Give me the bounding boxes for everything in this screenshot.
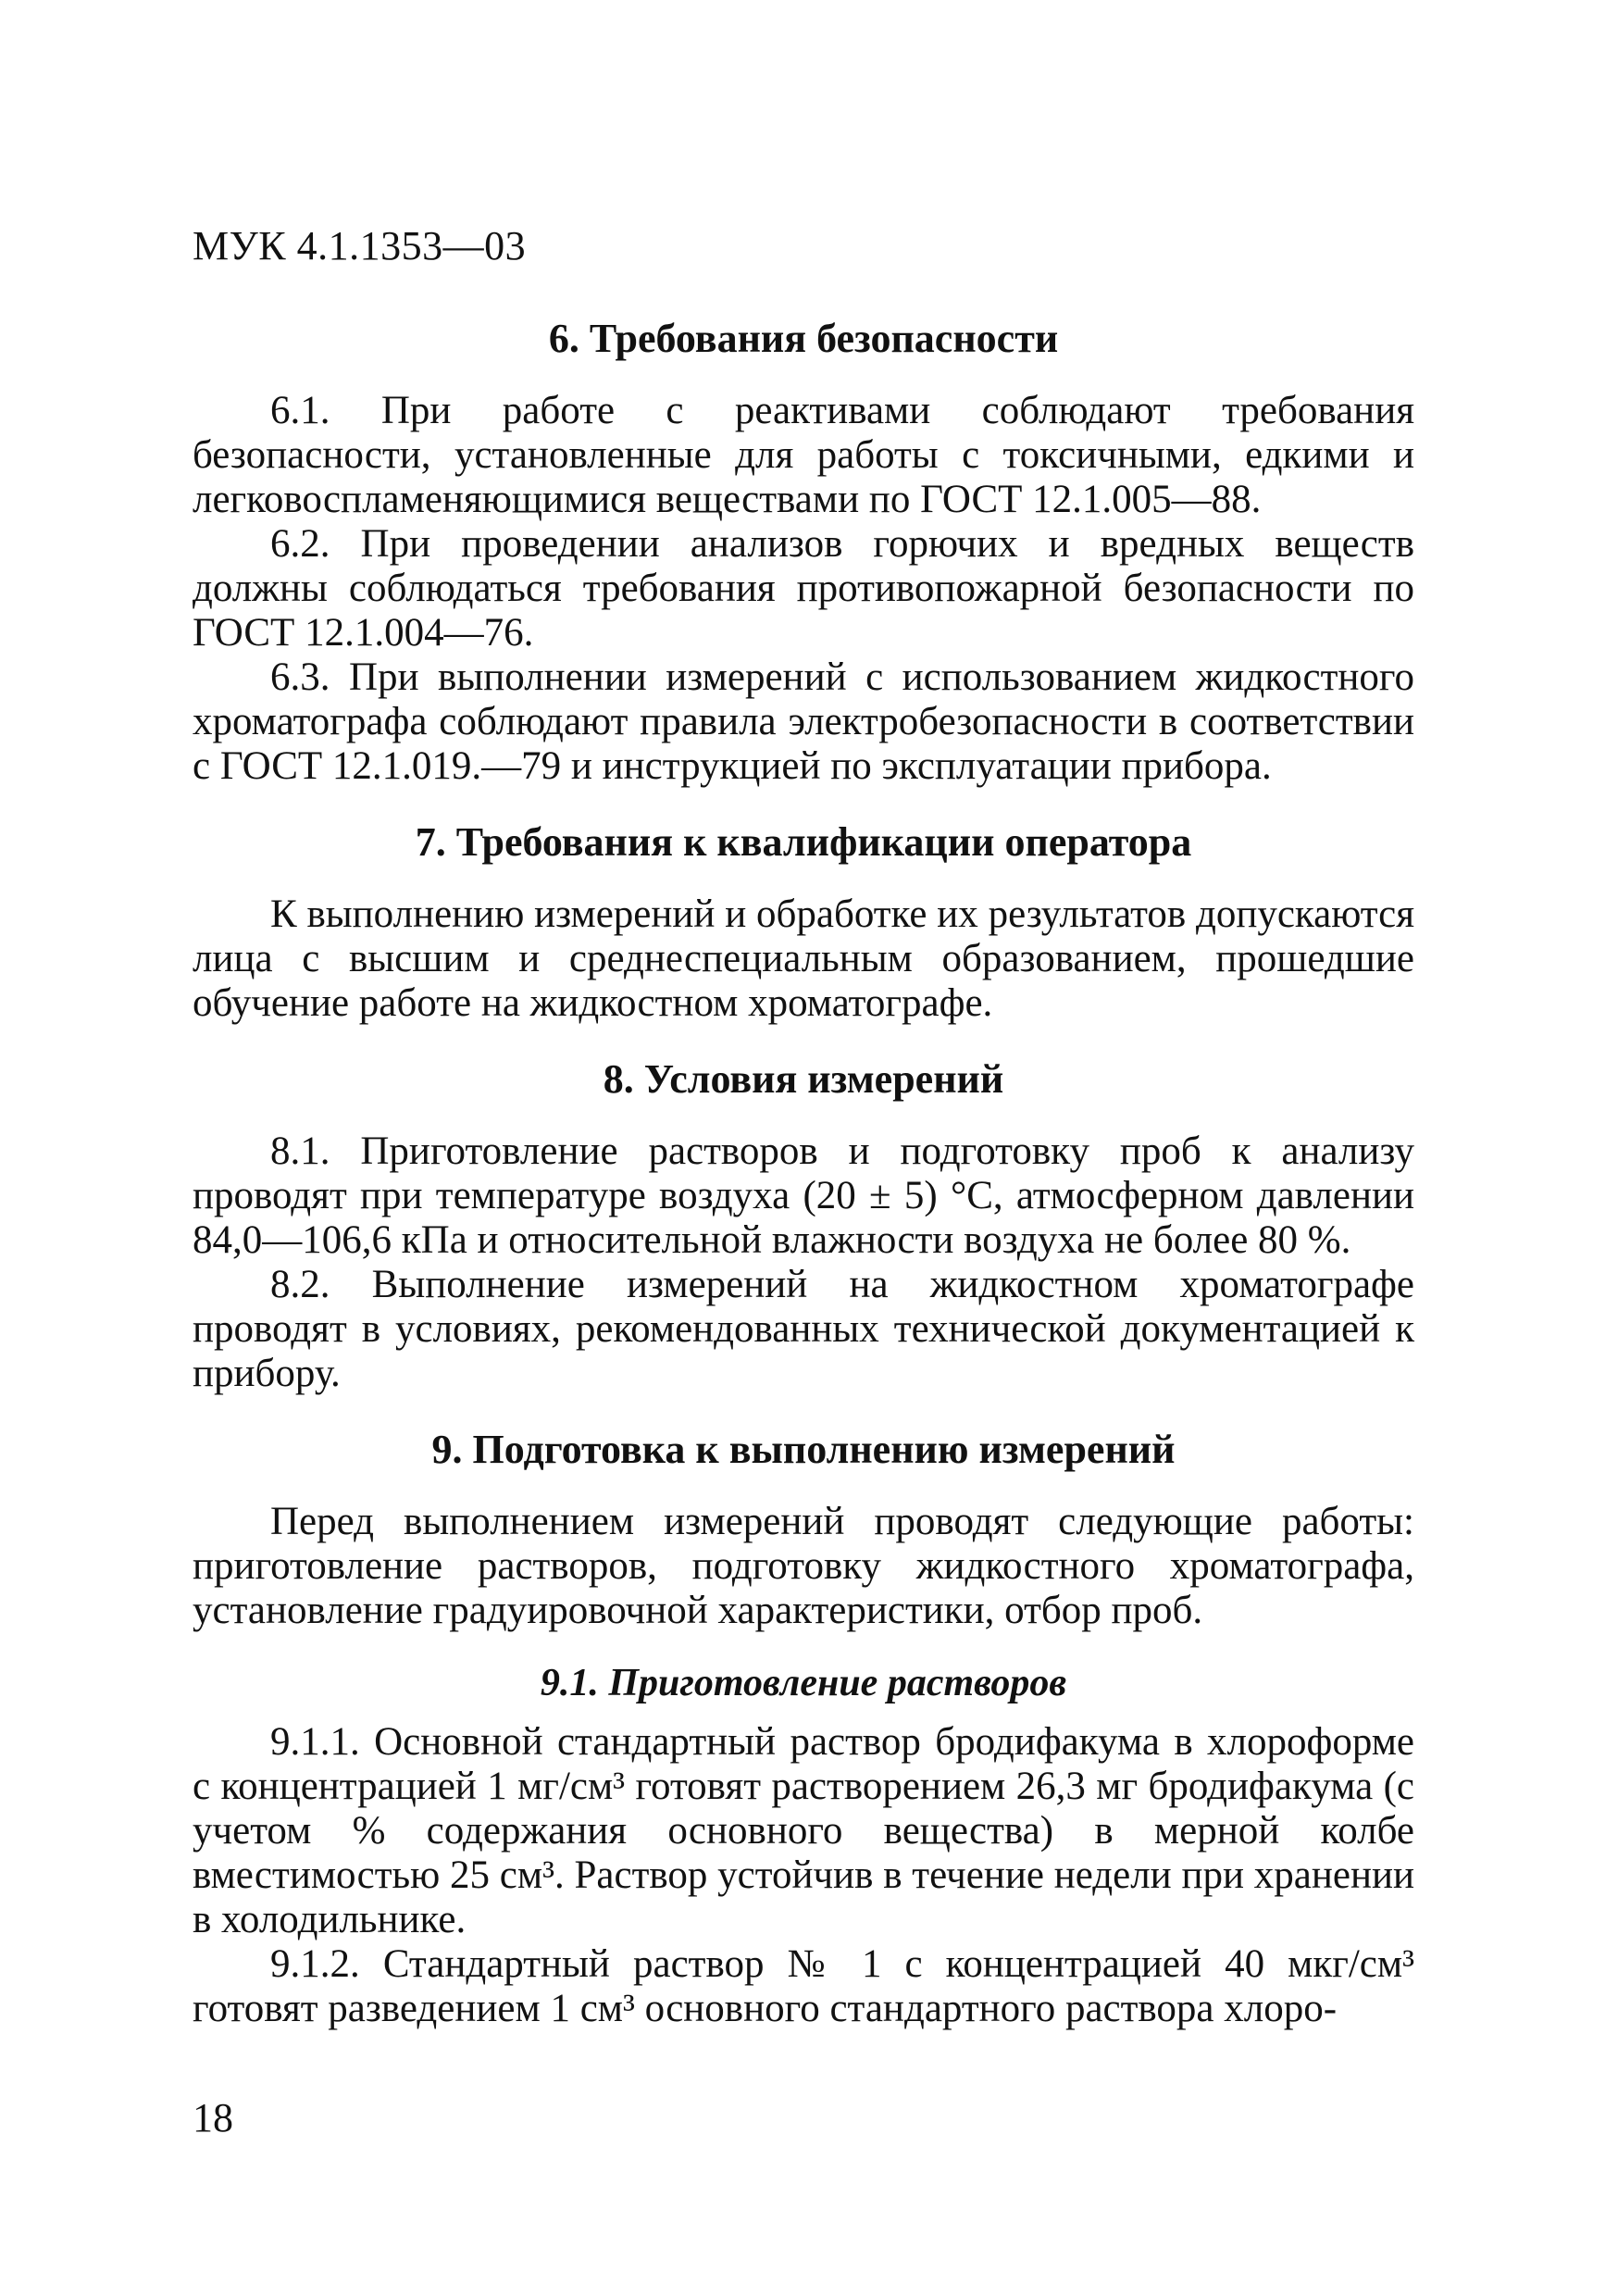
document-page [193, 0, 1414, 2296]
paragraph-9-1-2: 9.1.2. Стандартный раствор № 1 с концентрацией 40 мкг/см³ готовят разведением 1 см³ основного стандартного раствора хлоро- [193, 1942, 1414, 2030]
section-9-heading: 9. Подготовка к выполнению измерений [431, 1427, 1176, 1472]
subsection-9-1-heading: 9.1. Приготовление растворов [540, 1662, 1067, 1704]
paragraph-6-2: 6.2. При проведении анализов горючих и вредных веществ должны соблюдаться требования противопожарной безопасности по ГОСТ 12.1.004—76. [193, 522, 1414, 655]
paragraph-7: К выполнению измерений и обработке их результатов допускаются лица с высшим и среднеспециальным образованием, прошедшие обучение работе на жидкостном хроматографе. [193, 892, 1414, 1025]
running-head: МУК 4.1.1353—03 [193, 223, 527, 268]
section-7-heading: 7. Требования к квалификации оператора [415, 819, 1192, 865]
paragraph-8-2: 8.2. Выполнение измерений на жидкостном хроматографе проводят в условиях, рекомендованных технической документацией к прибору. [193, 1263, 1414, 1395]
page-number: 18 [193, 2095, 233, 2140]
paragraph-6-3: 6.3. При выполнении измерений с использованием жидкостного хроматографа соблюдают правила электробезопасности в соответствии с ГОСТ 12.1.019.—79 и инструкцией по эксплуатации прибора. [193, 655, 1414, 788]
paragraph-9-1-1: 9.1.1. Основной стандартный раствор бродифакума в хлороформе с концентрацией 1 мг/см³ готовят растворением 26,3 мг бродифакума (с учетом % содержания основного вещества) в мерной колбе вместимостью 25 см³. Раствор устойчив в течение недели при хранении в холодильнике. [193, 1720, 1414, 1941]
page-content [193, 315, 1414, 2031]
paragraph-9-intro: Перед выполнением измерений проводят следующие работы: приготовление растворов, подготовку жидкостного хроматографа, установление градуировочной характеристики, отбор проб. [193, 1500, 1414, 1632]
paragraph-6-1: 6.1. При работе с реактивами соблюдают требования безопасности, установленные для работы с токсичными, едкими и легковоспламеняющимися веществами по ГОСТ 12.1.005—88. [193, 389, 1414, 521]
paragraph-8-1: 8.1. Приготовление растворов и подготовку проб к анализу проводят при температуре воздуха (20 ± 5) °С, атмосферном давлении 84,0—106,6 кПа и относительной влажности воздуха не более 80 %. [193, 1129, 1414, 1262]
section-8-heading: 8. Условия измерений [603, 1056, 1004, 1102]
section-6-heading: 6. Требования безопасности [548, 316, 1059, 361]
